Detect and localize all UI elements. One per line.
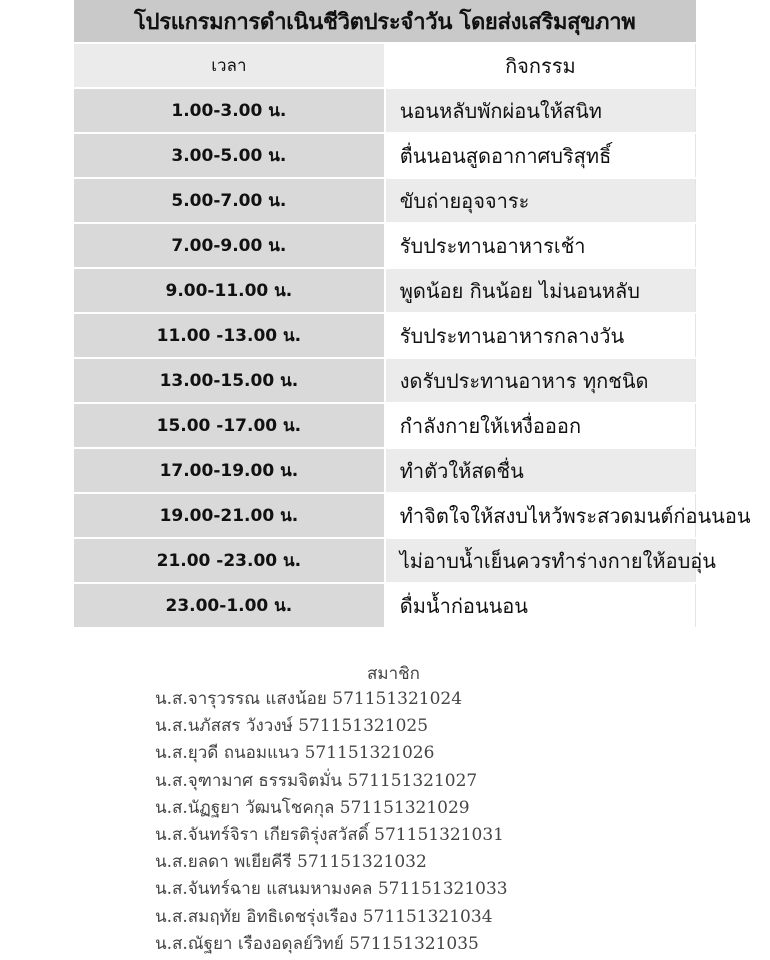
time-cell: 21.00 -23.00 น.: [74, 538, 385, 583]
activity-cell: ไม่อาบน้ำเย็นควรทำร่างกายให้อบอุ่น: [385, 538, 696, 583]
member-item: น.ส.นัฏฐยา วัฒนโชคกุล 571151321029: [155, 797, 470, 818]
schedule-row: [74, 313, 696, 358]
member-item: น.ส.สมฤทัย อิทธิเดชรุ่งเรือง 571151321034: [155, 906, 493, 927]
member-item: น.ส.จุฑามาศ ธรรมจิตมั่น 571151321027: [155, 770, 478, 791]
member-item: น.ส.นภัสสร วังวงษ์ 571151321025: [155, 716, 429, 737]
member-item: น.ส.จันทร์จิรา เกียรติรุ่งสวัสดิ์ 571151321031: [155, 824, 504, 845]
activity-cell: ทำตัวให้สดชื่น: [385, 448, 696, 493]
time-cell: 13.00-15.00 น.: [74, 358, 385, 403]
time-cell: 11.00 -13.00 น.: [74, 313, 385, 358]
activity-cell: นอนหลับพักผ่อนให้สนิท: [385, 88, 696, 133]
schedule-row: [74, 448, 696, 493]
activity-cell: พูดน้อย กินน้อย ไม่นอนหลับ: [385, 268, 696, 313]
schedule-row: [74, 223, 696, 268]
activity-cell: ทำจิตใจให้สงบไหว้พระสวดมนต์ก่อนนอน: [385, 493, 696, 538]
schedule-row: [74, 178, 696, 223]
activity-cell: ดื่มน้ำก่อนนอน: [385, 583, 696, 628]
schedule-row: [74, 538, 696, 583]
schedule-row: [74, 88, 696, 133]
activity-cell: งดรับประทานอาหาร ทุกชนิด: [385, 358, 696, 403]
activity-cell: ขับถ่ายอุจจาระ: [385, 178, 696, 223]
schedule-row: [74, 268, 696, 313]
schedule-row: [74, 358, 696, 403]
activity-cell: ตื่นนอนสูดอากาศบริสุทธิ์: [385, 133, 696, 178]
schedule-row: [74, 493, 696, 538]
activity-cell: รับประทานอาหารเช้า: [385, 223, 696, 268]
activity-column-header: กิจกรรม: [385, 43, 696, 88]
schedule-table: [74, 0, 751, 629]
member-item: น.ส.ยลดา พเยียคีรี 571151321032: [155, 852, 427, 873]
members-heading: สมาชิก: [367, 664, 420, 684]
time-cell: 15.00 -17.00 น.: [74, 403, 385, 448]
time-cell: 23.00-1.00 น.: [74, 583, 385, 628]
title-row: [74, 0, 696, 43]
activity-cell: กำลังกายให้เหงื่อออก: [385, 403, 696, 448]
time-cell: 9.00-11.00 น.: [74, 268, 385, 313]
member-item: น.ส.จารุวรรณ แสงน้อย 571151321024: [155, 689, 463, 709]
schedule-row: [74, 133, 696, 178]
member-item: น.ส.ยุวดี ถนอมแนว 571151321026: [155, 743, 435, 764]
schedule-body: [74, 88, 751, 628]
time-cell: 17.00-19.00 น.: [74, 448, 385, 493]
schedule-title: โปรแกรมการดำเนินชีวิตประจำวัน โดยส่งเสริมสุขภาพ: [74, 0, 696, 43]
time-cell: 7.00-9.00 น.: [74, 223, 385, 268]
time-cell: 3.00-5.00 น.: [74, 133, 385, 178]
member-list: [155, 686, 508, 958]
time-cell: 1.00-3.00 น.: [74, 88, 385, 133]
time-cell: 19.00-21.00 น.: [74, 493, 385, 538]
member-item: น.ส.จันทร์ฉาย แสนมหามงคล 571151321033: [155, 879, 508, 900]
schedule-row: [74, 403, 696, 448]
time-cell: 5.00-7.00 น.: [74, 178, 385, 223]
member-item: น.ส.ณัฐยา เรืองอดุลย์วิทย์ 571151321035: [155, 933, 479, 954]
time-column-header: เวลา: [74, 43, 385, 88]
schedule-row: [74, 583, 696, 628]
header-row: [74, 43, 696, 88]
activity-cell: รับประทานอาหารกลางวัน: [385, 313, 696, 358]
